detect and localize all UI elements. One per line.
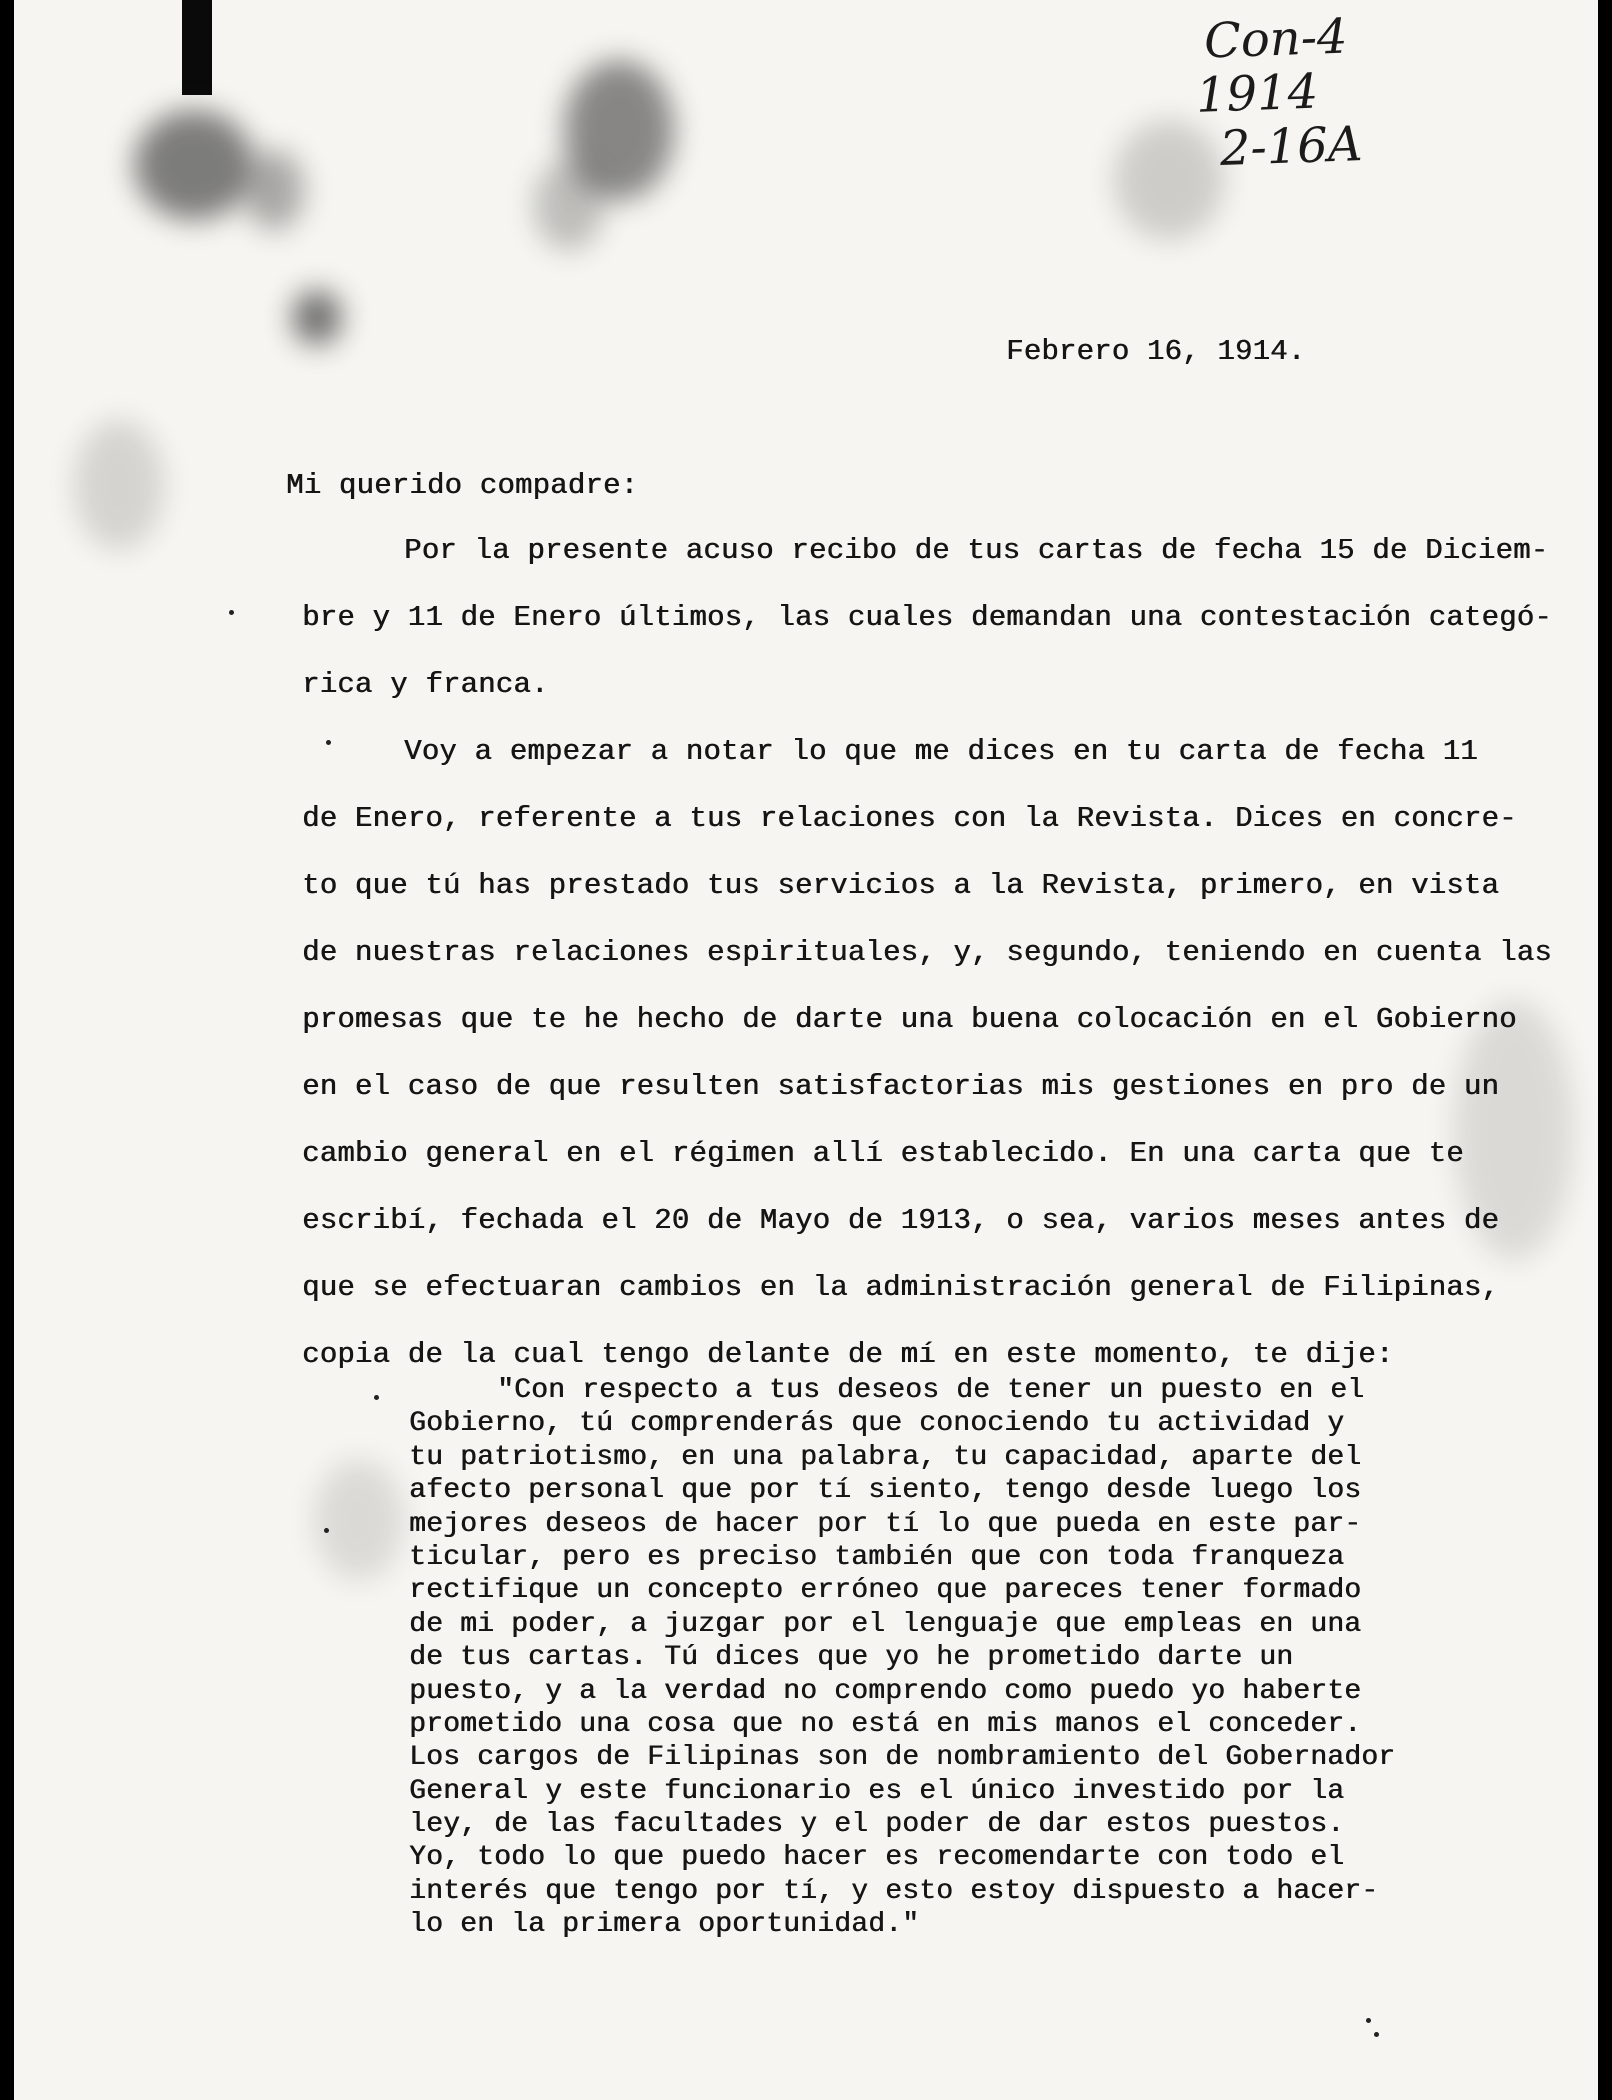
quote-line: de tus cartas. Tú dices que yo he prometido darte un <box>409 1642 1294 1674</box>
quote-line: Gobierno, tú comprenderás que conociendo tu actividad y <box>409 1408 1345 1440</box>
paragraph-line: cambio general en el régimen allí establecido. En una carta que te <box>302 1137 1464 1170</box>
paragraph-line: Por la presente acuso recibo de tus cartas de fecha 15 de Diciem- <box>404 534 1549 567</box>
paragraph-2 <box>302 718 1552 1388</box>
quote-line: prometido una cosa que no está en mis manos el conceder. <box>409 1708 1362 1740</box>
ink-stain <box>534 160 604 250</box>
quote-line: Yo, todo lo que puedo hacer es recomendarte con todo el <box>409 1842 1345 1874</box>
ink-speck <box>229 610 234 615</box>
quote-line: interés que tengo por tí, y esto estoy dispuesto a hacer- <box>409 1875 1379 1907</box>
quote-line: rectifique un concepto erróneo que pareces tener formado <box>409 1575 1362 1607</box>
quote-line: puesto, y a la verdad no comprendo como puedo yo haberte <box>409 1675 1362 1707</box>
letter-page <box>14 0 1598 2100</box>
ink-speck <box>324 1528 329 1533</box>
paragraph-line: que se efectuaran cambios en la administración general de Filipinas, <box>302 1271 1499 1304</box>
paragraph-line: to que tú has prestado tus servicios a la Revista, primero, en vista <box>302 869 1499 902</box>
paragraph-line: Voy a empezar a notar lo que me dices en tu carta de fecha 11 <box>404 735 1478 768</box>
ink-speck <box>1374 2032 1379 2037</box>
paragraph-line: de nuestras relaciones espirituales, y, segundo, teniendo en cuenta las <box>302 936 1552 969</box>
quote-line: ley, de las facultades y el poder de dar estos puestos. <box>409 1809 1345 1841</box>
ink-stain <box>292 290 342 345</box>
quote-line: mejores deseos de hacer por tí lo que pueda en este par- <box>409 1508 1362 1540</box>
annotation-line: 1914 <box>1195 63 1320 124</box>
block-quote <box>409 1374 1396 1942</box>
quote-line: ticular, pero es preciso también que con toda franqueza <box>409 1541 1345 1573</box>
quote-line: Los cargos de Filipinas son de nombramiento del Gobernador <box>409 1742 1396 1774</box>
quote-line: lo en la primera oportunidad." <box>409 1909 920 1941</box>
quote-line: afecto personal que por tí siento, tengo desde luego los <box>409 1475 1362 1507</box>
annotation-line: 2-16A <box>1218 116 1364 178</box>
letter-date: Febrero 16, 1914. <box>1006 335 1306 368</box>
paragraph-line: de Enero, referente a tus relaciones con la Revista. Dices en concre- <box>302 802 1517 835</box>
quote-line: "Con respecto a tus deseos de tener un puesto en el <box>497 1375 1365 1406</box>
quote-line: de mi poder, a juzgar por el lenguaje que empleas en una <box>409 1608 1362 1640</box>
paragraph-line: bre y 11 de Enero últimos, las cuales demandan una contestación categó- <box>302 601 1552 634</box>
ink-speck <box>374 1395 379 1400</box>
paragraph-line: escribí, fechada el 20 de Mayo de 1913, o sea, varios meses antes de <box>302 1204 1499 1237</box>
binder-clip-mark <box>182 0 212 95</box>
annotation-line: Con-4 <box>1203 8 1349 70</box>
ink-speck <box>1366 2018 1371 2023</box>
paragraph-1 <box>302 517 1552 718</box>
ink-stain <box>134 110 254 220</box>
quote-line: tu patriotismo, en una palabra, tu capacidad, aparte del <box>409 1441 1362 1473</box>
paragraph-line: en el caso de que resulten satisfactorias mis gestiones en pro de un <box>302 1070 1499 1103</box>
ink-stain <box>74 420 164 550</box>
ink-stain <box>244 150 304 230</box>
salutation: Mi querido compadre: <box>286 469 639 502</box>
handwritten-annotation <box>1193 9 1363 177</box>
paragraph-line: rica y franca. <box>302 668 549 701</box>
ink-stain <box>314 1460 404 1580</box>
quote-line: General y este funcionario es el único investido por la <box>409 1775 1345 1807</box>
paragraph-line: promesas que te he hecho de darte una buena colocación en el Gobierno <box>302 1003 1517 1036</box>
paragraph-line: copia de la cual tengo delante de mí en este momento, te dije: <box>302 1338 1394 1371</box>
